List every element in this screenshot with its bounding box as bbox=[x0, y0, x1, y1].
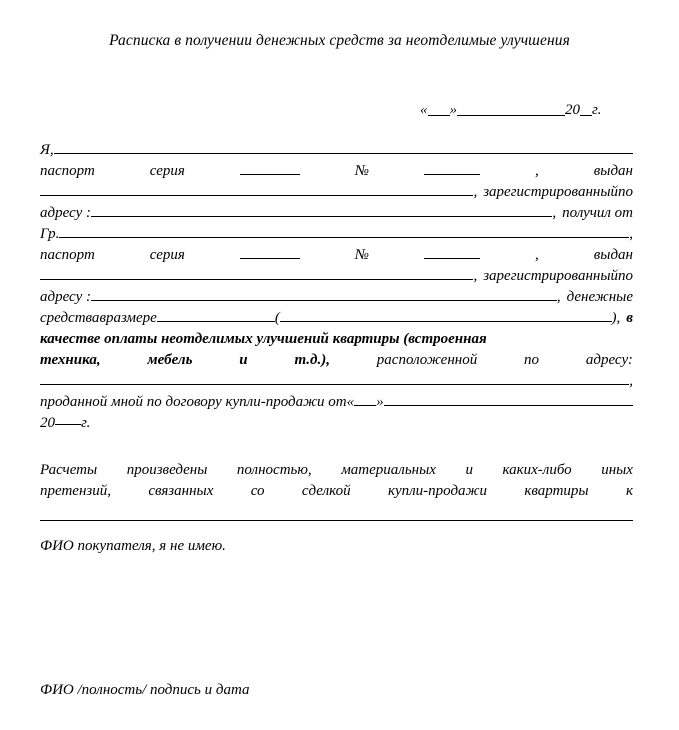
bold-furniture: мебель bbox=[147, 352, 193, 368]
settlement-w9: связанных bbox=[148, 483, 214, 499]
body-line-8 bbox=[40, 287, 633, 308]
fio-signature-note: ФИО /полность/ подпись и дата bbox=[40, 682, 250, 698]
date-year-prefix: 20 bbox=[565, 102, 580, 118]
label-number-sign-1: № bbox=[354, 163, 370, 179]
settlement-w14: к bbox=[625, 483, 633, 499]
settlement-w5: и bbox=[465, 462, 473, 478]
label-passport-2: паспорт bbox=[40, 247, 95, 263]
label-passport-1: паспорт bbox=[40, 163, 95, 179]
body-line-2 bbox=[40, 161, 633, 182]
label-i-am: Я, bbox=[40, 142, 54, 158]
bold-v: в bbox=[626, 310, 633, 326]
contract-month-blank[interactable] bbox=[384, 405, 633, 406]
page-title: Расписка в получении денежных средств за неотделимые улучшения bbox=[109, 32, 570, 49]
body-line-12 bbox=[40, 371, 633, 392]
settlement-paragraph bbox=[40, 460, 633, 502]
settlement-w12: купли-продажи bbox=[387, 483, 487, 499]
settlement-w2: произведены bbox=[126, 462, 208, 478]
date-open-quote: « bbox=[420, 102, 428, 118]
bold-technics: техника, bbox=[40, 352, 101, 368]
date-day-blank[interactable] bbox=[428, 115, 450, 116]
label-registered-1: зарегистрированный bbox=[483, 184, 618, 200]
passport-issuer-blank-1[interactable] bbox=[40, 195, 473, 196]
label-sold-by-me: проданной мной по договору купли-продажи от bbox=[40, 394, 347, 410]
contract-day-blank[interactable] bbox=[354, 405, 376, 406]
settlement-w8: претензий, bbox=[40, 483, 111, 499]
body-line-9 bbox=[40, 308, 633, 329]
label-received-from: получил от bbox=[562, 205, 633, 221]
label-at-2: по bbox=[618, 268, 633, 284]
settlement-line-1 bbox=[40, 460, 633, 481]
contract-close-quote: » bbox=[376, 394, 384, 410]
body-line-4 bbox=[40, 203, 633, 224]
fio-buyer-note: ФИО покупателя, я не имею. bbox=[40, 538, 226, 554]
label-located-3: адресу: bbox=[585, 352, 633, 368]
settlement-w11: сделкой bbox=[301, 483, 351, 499]
date-year-suffix: г. bbox=[592, 102, 602, 118]
buyer-fullname-blank[interactable] bbox=[59, 237, 629, 238]
comma-6: , bbox=[473, 268, 478, 284]
date-close-quote: » bbox=[449, 102, 457, 118]
label-registered-2: зарегистрированный bbox=[483, 268, 618, 284]
apartment-address-blank[interactable] bbox=[40, 384, 629, 385]
body-line-11 bbox=[40, 350, 633, 371]
label-series-2: серия bbox=[149, 247, 185, 263]
settlement-w7: иных bbox=[601, 462, 633, 478]
label-at-1: по bbox=[618, 184, 633, 200]
comma-7: , bbox=[556, 289, 561, 305]
settlement-w10: со bbox=[250, 483, 265, 499]
settlement-w1: Расчеты bbox=[40, 462, 98, 478]
date-line bbox=[420, 102, 601, 119]
body-line-6 bbox=[40, 245, 633, 266]
settlement-line-2 bbox=[40, 481, 633, 502]
amount-digits-blank[interactable] bbox=[157, 321, 275, 322]
passport-series-blank-1[interactable] bbox=[240, 174, 300, 175]
label-funds-1: средства bbox=[40, 310, 100, 326]
body-line-13 bbox=[40, 392, 633, 413]
body-line-14 bbox=[40, 413, 633, 434]
settlement-w13: квартиры bbox=[524, 483, 589, 499]
label-funds-2: в bbox=[99, 310, 106, 326]
label-address-1: адресу : bbox=[40, 205, 92, 221]
label-number-sign-2: № bbox=[354, 247, 370, 263]
comma-5: , bbox=[535, 247, 539, 263]
label-issued-1: выдан bbox=[593, 163, 633, 179]
paren-open: ( bbox=[274, 310, 280, 326]
label-series-1: серия bbox=[149, 163, 185, 179]
passport-number-blank-2[interactable] bbox=[424, 258, 480, 259]
comma-1: , bbox=[535, 163, 539, 179]
body-line-5 bbox=[40, 224, 633, 245]
body-line-7 bbox=[40, 266, 633, 287]
settlement-w4: материальных bbox=[341, 462, 436, 478]
comma-2: , bbox=[473, 184, 478, 200]
document-body bbox=[40, 140, 633, 434]
amount-words-blank[interactable] bbox=[280, 321, 612, 322]
passport-series-blank-2[interactable] bbox=[240, 258, 300, 259]
label-located-1: расположенной bbox=[376, 352, 478, 368]
date-year-blank[interactable] bbox=[580, 115, 592, 116]
label-issued-2: выдан bbox=[593, 247, 633, 263]
label-located-2: по bbox=[524, 352, 540, 368]
bold-and: и bbox=[239, 352, 248, 368]
contract-open-quote: « bbox=[346, 394, 355, 410]
body-line-3 bbox=[40, 182, 633, 203]
buyer-name-blank-rule[interactable] bbox=[40, 520, 633, 521]
registration-address-blank-2[interactable] bbox=[91, 300, 557, 301]
fullname-blank-1[interactable] bbox=[54, 153, 633, 154]
comma-8: , bbox=[616, 310, 621, 326]
label-money: денежные bbox=[566, 289, 633, 305]
settlement-w3: полностью, bbox=[236, 462, 312, 478]
contract-year-prefix: 20 bbox=[40, 415, 55, 431]
label-citizen: Гр. bbox=[40, 226, 60, 242]
passport-number-blank-1[interactable] bbox=[424, 174, 480, 175]
comma-9: , bbox=[629, 373, 633, 389]
comma-4: , bbox=[629, 226, 633, 242]
label-address-2: адресу : bbox=[40, 289, 92, 305]
body-line-10-bold: качестве оплаты неотделимых улучшений квартиры (встроенная bbox=[40, 331, 487, 347]
paren-close: ) bbox=[611, 310, 617, 326]
registration-address-blank-1[interactable] bbox=[91, 216, 552, 217]
bold-etc: т.д.), bbox=[294, 352, 330, 368]
contract-year-blank[interactable] bbox=[55, 424, 81, 425]
body-line-1 bbox=[40, 140, 633, 161]
label-funds-3: размере bbox=[105, 310, 157, 326]
passport-issuer-blank-2[interactable] bbox=[40, 279, 473, 280]
contract-year-suffix: г. bbox=[81, 415, 91, 431]
comma-3: , bbox=[552, 205, 557, 221]
date-month-blank[interactable] bbox=[457, 115, 565, 116]
settlement-w6: каких-либо bbox=[502, 462, 572, 478]
